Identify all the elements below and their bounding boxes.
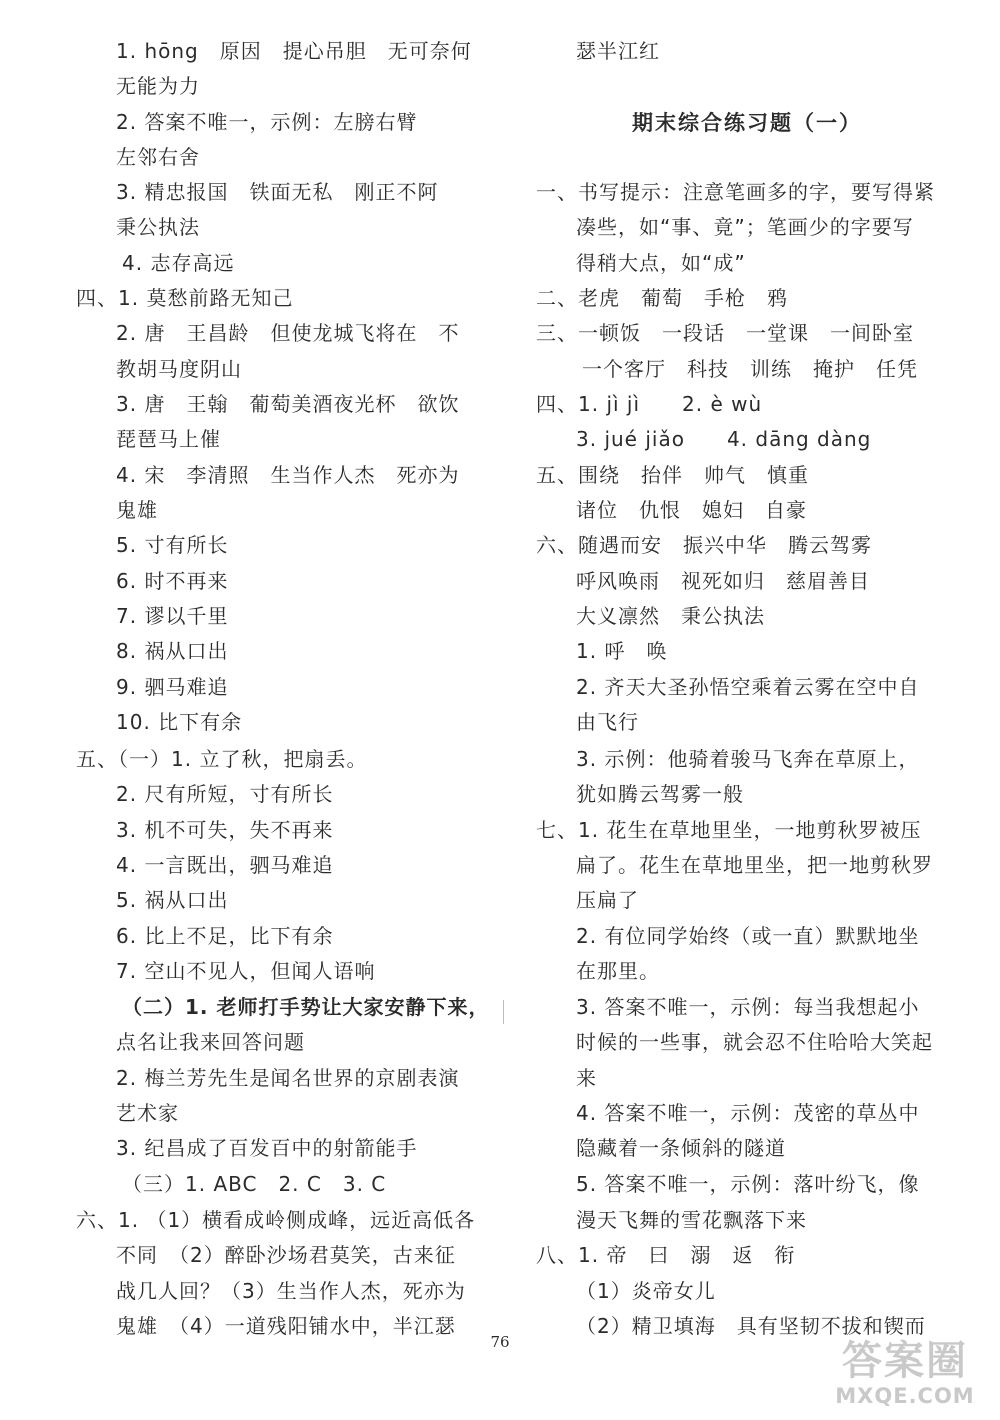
answer-line: 2. 齐天大圣孙悟空乘着云雾在空中自: [576, 675, 920, 699]
answer-line: 8. 祸从口出: [116, 639, 229, 663]
section-heading-three: 三、一顿饭 一段话 一堂课 一间卧室: [536, 321, 914, 345]
answer-line: 5. 寸有所长: [116, 533, 229, 557]
answer-line: 凑些，如“事、竟”；笔画少的字要写: [576, 215, 914, 239]
section-heading-five: 五、（一）1. 立了秋，把扇丢。: [76, 747, 368, 771]
answer-line: 教胡马度阴山: [116, 357, 242, 381]
answer-line: （二）1. 老师打手势让大家安静下来，: [122, 995, 490, 1019]
section-heading-six: 六、随遇而安 振兴中华 腾云驾雾: [536, 533, 872, 557]
answer-line: 6. 比上不足，比下有余: [116, 924, 334, 948]
answer-line: 3. 答案不唯一，示例：每当我想起小: [576, 995, 920, 1019]
answer-line: 2. 有位同学始终（或一直）默默地坐: [576, 924, 920, 948]
answer-line: 由飞行: [576, 710, 639, 734]
answer-line: 压扁了: [576, 888, 639, 912]
section-heading-five: 五、围绕 抬伴 帅气 慎重: [536, 463, 809, 487]
answer-line: 左邻右舍: [116, 145, 200, 169]
answer-line: 瑟半江红: [576, 39, 660, 63]
section-heading-two: 二、老虎 葡萄 手枪 鸦: [536, 286, 788, 310]
answer-line: 在那里。: [576, 959, 660, 983]
watermark-logo-text: 答案圈: [842, 1338, 968, 1384]
answer-line: 9. 驷马难追: [116, 675, 229, 699]
answer-line: 呼风唤雨 视死如归 慈眉善目: [576, 569, 870, 593]
answer-line: 1. 呼 唤: [576, 639, 668, 663]
answer-line: 3. 示例：他骑着骏马飞奔在草原上，: [576, 747, 920, 771]
answer-line: 艺术家: [116, 1101, 179, 1125]
section-heading-six: 六、1. （1）横看成岭侧成峰，远近高低各: [76, 1208, 476, 1232]
answer-line: 3. jué jiǎo 4. dāng dàng: [576, 427, 872, 451]
watermark-logo: [820, 1338, 990, 1414]
answer-line: 2. 尺有所短，寸有所长: [116, 782, 334, 806]
answer-line: 5. 祸从口出: [116, 888, 229, 912]
answer-line: 漫天飞舞的雪花飘落下来: [576, 1208, 807, 1232]
answer-line: 4. 答案不唯一，示例：茂密的草丛中: [576, 1101, 920, 1125]
answer-line: 一个客厅 科技 训练 掩护 任凭: [582, 357, 918, 381]
answer-line: 4. 志存高远: [122, 251, 235, 275]
answer-line: （2）精卫填海 具有坚韧不拔和锲而: [576, 1314, 926, 1338]
answer-line: 2. 梅兰芳先生是闻名世界的京剧表演: [116, 1066, 460, 1090]
answer-line: 得稍大点，如“成”: [576, 251, 746, 275]
answer-line: 鬼雄: [116, 498, 158, 522]
answer-line: 4. 一言既出，驷马难追: [116, 853, 334, 877]
answer-line: 时候的一些事，就会忍不住哈哈大笑起: [576, 1030, 933, 1054]
section-heading-seven: 七、1. 花生在草地里坐，一地剪秋罗被压: [536, 818, 922, 842]
section-heading-one: 一、书写提示：注意笔画多的字，要写得紧: [536, 180, 935, 204]
answer-line: 来: [576, 1066, 597, 1090]
answer-line: 3. 纪昌成了百发百中的射箭能手: [116, 1136, 418, 1160]
answer-line: 鬼雄 （4）一道残阳铺水中，半江瑟: [116, 1314, 456, 1338]
page-number-value: 76: [490, 1333, 510, 1351]
answer-line: （三）1. ABC 2. C 3. C: [122, 1172, 387, 1196]
answer-line: 3. 机不可失，失不再来: [116, 818, 334, 842]
answer-line: 战几人回？（3）生当作人杰，死亦为: [116, 1279, 466, 1303]
watermark-url: MXQE.COM: [835, 1384, 975, 1408]
answer-line: 1. hōng 原因 提心吊胆 无可奈何: [116, 39, 472, 63]
answer-line: 2. 答案不唯一，示例：左膀右臂: [116, 110, 418, 134]
answer-line: 大义凛然 秉公执法: [576, 604, 765, 628]
section-heading-four: 四、1. jì jì 2. è wù: [536, 392, 763, 416]
answer-line: 6. 时不再来: [116, 569, 229, 593]
section-title: 期末综合练习题（一）: [632, 111, 862, 135]
answer-line: 诸位 仇恨 媳妇 自豪: [576, 498, 807, 522]
answer-line: 2. 唐 王昌龄 但使龙城飞将在 不: [116, 321, 460, 345]
answer-line: 犹如腾云驾雾一般: [576, 782, 744, 806]
answer-line: 5. 答案不唯一，示例：落叶纷飞，像: [576, 1172, 920, 1196]
answer-line: 7. 空山不见人，但闻人语响: [116, 959, 376, 983]
answer-line: 3. 唐 王翰 葡萄美酒夜光杯 欲饮: [116, 392, 460, 416]
section-heading-eight: 八、1. 帝 曰 溺 返 衔: [536, 1243, 796, 1267]
answer-line: 扁了。花生在草地里坐，把一地剪秋罗: [576, 853, 933, 877]
answer-line: 4. 宋 李清照 生当作人杰 死亦为: [116, 463, 460, 487]
section-heading-four: 四、1. 莫愁前路无知己: [76, 286, 294, 310]
answer-line: （1）炎帝女儿: [576, 1279, 716, 1303]
answer-line: 琵琶马上催: [116, 427, 221, 451]
answer-line: 3. 精忠报国 铁面无私 刚正不阿: [116, 180, 439, 204]
answer-line: 不同 （2）醉卧沙场君莫笑，古来征: [116, 1243, 456, 1267]
answer-line: 点名让我来回答问题: [116, 1030, 305, 1054]
answer-line: 7. 谬以千里: [116, 604, 229, 628]
answer-line: 隐藏着一条倾斜的隧道: [576, 1136, 786, 1160]
answer-line: 秉公执法: [116, 215, 200, 239]
answer-line: 10. 比下有余: [116, 710, 243, 734]
column-divider: [503, 1000, 504, 1024]
answer-line: 无能为力: [116, 74, 200, 98]
